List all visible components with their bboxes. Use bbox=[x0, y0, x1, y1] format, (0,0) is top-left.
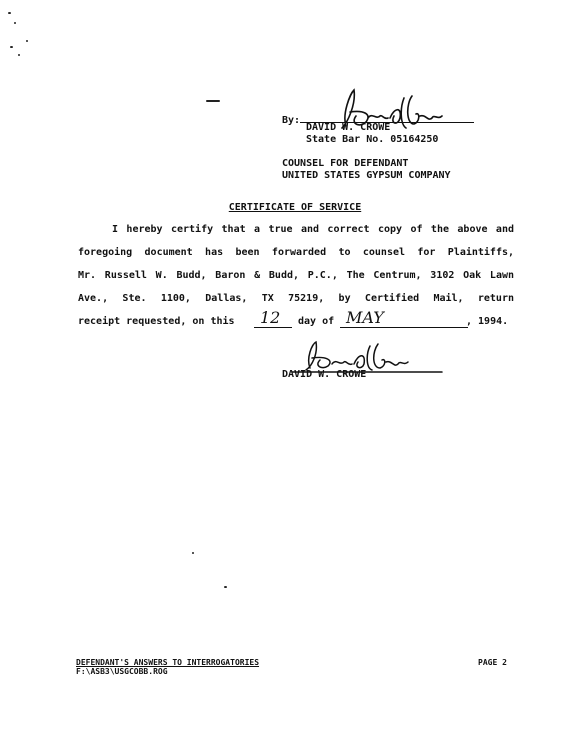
scan-speck bbox=[8, 12, 11, 14]
scan-speck bbox=[224, 586, 227, 588]
scan-speck bbox=[14, 22, 16, 24]
page-number: PAGE 2 bbox=[478, 658, 507, 667]
certificate-title bbox=[0, 202, 574, 213]
scan-speck bbox=[206, 100, 220, 102]
scan-speck bbox=[10, 46, 13, 48]
counsel-line-2: UNITED STATES GYPSUM COMPANY bbox=[282, 170, 451, 181]
paragraph-line-1: I hereby certify that a true and correct copy of the above and bbox=[112, 224, 514, 235]
scan-speck bbox=[18, 54, 20, 56]
attorney-name: DAVID W. CROWE bbox=[306, 122, 391, 133]
scan-speck bbox=[192, 552, 194, 554]
bar-number: State Bar No. 05164250 bbox=[306, 134, 439, 145]
counsel-line-1: COUNSEL FOR DEFENDANT bbox=[282, 158, 409, 169]
paragraph-line-2: foregoing document has been forwarded to counsel for Plaintiffs, bbox=[78, 247, 514, 258]
footer bbox=[76, 658, 259, 676]
paragraph-line-4: Ave., Ste. 1100, Dallas, TX 75219, by Certified Mail, return bbox=[78, 293, 514, 304]
counsel-block bbox=[282, 158, 451, 182]
day-of-label: day of bbox=[298, 316, 335, 327]
handwritten-day: 12 bbox=[260, 308, 281, 327]
footer-file-path: F:\ASB3\USGCOBB.ROG bbox=[76, 667, 168, 676]
line-5-prefix: receipt requested, on this bbox=[78, 316, 235, 327]
footer-document-title: DEFENDANT'S ANSWERS TO INTERROGATORIES bbox=[76, 658, 260, 667]
paragraph-line-3: Mr. Russell W. Budd, Baron & Budd, P.C., The Centrum, 3102 Oak Lawn bbox=[78, 270, 514, 281]
handwritten-month: MAY bbox=[346, 308, 384, 327]
paragraph-line-5 bbox=[78, 308, 518, 336]
by-label: By: bbox=[282, 115, 301, 126]
year-suffix: , 1994. bbox=[466, 316, 509, 327]
signer-name: DAVID W. CROWE bbox=[282, 369, 367, 380]
certificate-title-text: CERTIFICATE OF SERVICE bbox=[228, 202, 362, 213]
signature-block bbox=[282, 122, 438, 146]
scan-speck bbox=[26, 40, 28, 42]
